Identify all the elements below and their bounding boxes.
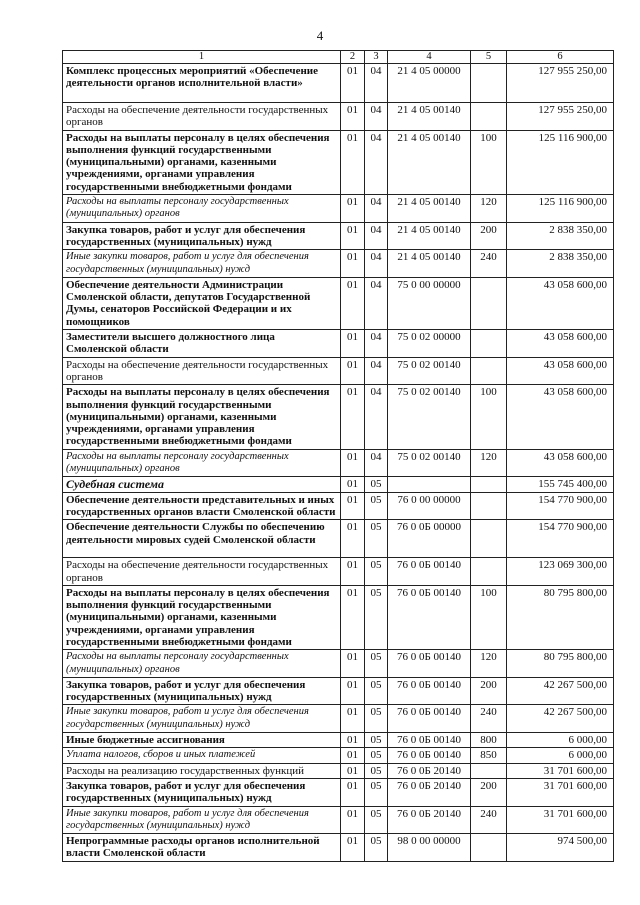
col-razdel: 01: [341, 357, 365, 385]
col-summa: 125 116 900,00: [507, 195, 614, 223]
col-podrazdel: 05: [365, 748, 388, 763]
col-tselevaya-statya: 76 0 0Б 00140: [388, 650, 471, 678]
col-podrazdel: 04: [365, 195, 388, 223]
col-summa: 125 116 900,00: [507, 130, 614, 194]
col-tselevaya-statya: 76 0 00 00000: [388, 492, 471, 520]
col-summa: 43 058 600,00: [507, 357, 614, 385]
row-name: Обеспечение деятельности представительных и иных государственных органов власти Смоленской области: [63, 492, 341, 520]
col-tselevaya-statya: 75 0 02 00140: [388, 449, 471, 477]
row-name: Расходы на выплаты персоналу государственных (муниципальных) органов: [63, 650, 341, 678]
col-summa: 80 795 800,00: [507, 585, 614, 649]
row-name: Расходы на реализацию государственных функций: [63, 763, 341, 778]
row-name: Иные закупки товаров, работ и услуг для обеспечения государственных (муниципальных) нужд: [63, 806, 341, 834]
col-vid-rashodov: 800: [471, 733, 507, 748]
table-row: [63, 385, 614, 449]
col-podrazdel: 04: [365, 277, 388, 329]
col-razdel: 01: [341, 477, 365, 492]
col-tselevaya-statya: 75 0 02 00140: [388, 385, 471, 449]
row-name: Обеспечение деятельности Администрации Смоленской области, депутатов Государственной Думы, сенаторов Российской Федерации и их помощников: [63, 277, 341, 329]
col-vid-rashodov: [471, 558, 507, 586]
table-row: [63, 449, 614, 477]
col-vid-rashodov: 240: [471, 705, 507, 733]
col-summa: 6 000,00: [507, 748, 614, 763]
table-row: [63, 806, 614, 834]
col-vid-rashodov: [471, 477, 507, 492]
row-name: Расходы на выплаты персоналу в целях обеспечения выполнения функций государственными (муниципальными) органами, казенными учреждениями, органами управления государственными внебюджетными фондами: [63, 385, 341, 449]
col-vid-rashodov: 100: [471, 130, 507, 194]
row-name: Иные закупки товаров, работ и услуг для обеспечения государственных (муниципальных) нужд: [63, 705, 341, 733]
row-name: Закупка товаров, работ и услуг для обеспечения государственных (муниципальных) нужд: [63, 778, 341, 806]
table-row: [63, 492, 614, 520]
col-summa: 127 955 250,00: [507, 64, 614, 103]
col-razdel: 01: [341, 222, 365, 250]
col-razdel: 01: [341, 806, 365, 834]
col-razdel: 01: [341, 330, 365, 358]
col-tselevaya-statya: 76 0 0Б 20140: [388, 763, 471, 778]
col-podrazdel: 05: [365, 558, 388, 586]
col-podrazdel: 05: [365, 806, 388, 834]
col-summa: 974 500,00: [507, 834, 614, 862]
col-tselevaya-statya: 76 0 0Б 00140: [388, 677, 471, 705]
table-row: [63, 834, 614, 862]
col-podrazdel: 04: [365, 250, 388, 278]
col-tselevaya-statya: 76 0 0Б 00140: [388, 748, 471, 763]
col-razdel: 01: [341, 763, 365, 778]
col-summa: 2 838 350,00: [507, 250, 614, 278]
col-vid-rashodov: [471, 520, 507, 558]
col-vid-rashodov: [471, 64, 507, 103]
col-podrazdel: 04: [365, 357, 388, 385]
col-summa: 154 770 900,00: [507, 492, 614, 520]
col-tselevaya-statya: 98 0 00 00000: [388, 834, 471, 862]
table-row: [63, 733, 614, 748]
col-podrazdel: 05: [365, 520, 388, 558]
col-vid-rashodov: [471, 357, 507, 385]
row-name: Расходы на выплаты персоналу государственных (муниципальных) органов: [63, 449, 341, 477]
table-row: [63, 677, 614, 705]
col-vid-rashodov: [471, 277, 507, 329]
col-vid-rashodov: 200: [471, 222, 507, 250]
col-summa: 31 701 600,00: [507, 806, 614, 834]
table-row: [63, 130, 614, 194]
col-razdel: 01: [341, 195, 365, 223]
col-podrazdel: 05: [365, 778, 388, 806]
table-row: [63, 277, 614, 329]
table-row: [63, 585, 614, 649]
col-razdel: 01: [341, 250, 365, 278]
col-razdel: 01: [341, 585, 365, 649]
col-vid-rashodov: 850: [471, 748, 507, 763]
col-tselevaya-statya: 76 0 0Б 00140: [388, 705, 471, 733]
col-razdel: 01: [341, 558, 365, 586]
col-tselevaya-statya: 75 0 02 00140: [388, 357, 471, 385]
col-summa: 43 058 600,00: [507, 385, 614, 449]
table-row: [63, 748, 614, 763]
col-tselevaya-statya: 21 4 05 00000: [388, 64, 471, 103]
table-row: [63, 195, 614, 223]
row-name: Иные бюджетные ассигнования: [63, 733, 341, 748]
row-name: Расходы на выплаты персоналу в целях обеспечения выполнения функций государственными (муниципальными) органами, казенными учреждениями, органами управления государственными внебюджетными фондами: [63, 130, 341, 194]
col-razdel: 01: [341, 748, 365, 763]
col-podrazdel: 04: [365, 130, 388, 194]
row-name: Расходы на выплаты персоналу государственных (муниципальных) органов: [63, 195, 341, 223]
col-vid-rashodov: 120: [471, 650, 507, 678]
col-razdel: 01: [341, 130, 365, 194]
col-razdel: 01: [341, 385, 365, 449]
col-podrazdel: 05: [365, 650, 388, 678]
col-tselevaya-statya: 76 0 0Б 20140: [388, 806, 471, 834]
col-tselevaya-statya: 76 0 0Б 00140: [388, 585, 471, 649]
col-summa: 80 795 800,00: [507, 650, 614, 678]
col-tselevaya-statya: 75 0 02 00000: [388, 330, 471, 358]
header-col-5: 5: [471, 51, 507, 64]
col-vid-rashodov: 240: [471, 250, 507, 278]
row-name: Обеспечение деятельности Службы по обеспечению деятельности мировых судей Смоленской области: [63, 520, 341, 558]
col-summa: 6 000,00: [507, 733, 614, 748]
col-tselevaya-statya: 76 0 0Б 20140: [388, 778, 471, 806]
col-podrazdel: 04: [365, 222, 388, 250]
col-tselevaya-statya: 21 4 05 00140: [388, 103, 471, 131]
header-col-1: 1: [63, 51, 341, 64]
row-name: Расходы на обеспечение деятельности государственных органов: [63, 357, 341, 385]
col-summa: 43 058 600,00: [507, 330, 614, 358]
col-summa: 31 701 600,00: [507, 778, 614, 806]
col-vid-rashodov: 100: [471, 585, 507, 649]
col-podrazdel: 05: [365, 834, 388, 862]
col-razdel: 01: [341, 677, 365, 705]
col-vid-rashodov: [471, 103, 507, 131]
col-tselevaya-statya: 75 0 00 00000: [388, 277, 471, 329]
col-tselevaya-statya: 76 0 0Б 00000: [388, 520, 471, 558]
col-podrazdel: 05: [365, 705, 388, 733]
col-razdel: 01: [341, 520, 365, 558]
table-row: [63, 778, 614, 806]
row-name: Заместители высшего должностного лица Смоленской области: [63, 330, 341, 358]
col-podrazdel: 05: [365, 763, 388, 778]
col-razdel: 01: [341, 705, 365, 733]
col-razdel: 01: [341, 778, 365, 806]
col-podrazdel: 05: [365, 585, 388, 649]
header-col-2: 2: [341, 51, 365, 64]
col-podrazdel: 04: [365, 64, 388, 103]
col-vid-rashodov: 240: [471, 806, 507, 834]
table-row: [63, 250, 614, 278]
col-vid-rashodov: 120: [471, 449, 507, 477]
col-vid-rashodov: 100: [471, 385, 507, 449]
col-razdel: 01: [341, 103, 365, 131]
col-vid-rashodov: [471, 492, 507, 520]
table-row: [63, 64, 614, 103]
header-col-3: 3: [365, 51, 388, 64]
table-row: [63, 650, 614, 678]
row-name: Закупка товаров, работ и услуг для обеспечения государственных (муниципальных) нужд: [63, 677, 341, 705]
row-name: Уплата налогов, сборов и иных платежей: [63, 748, 341, 763]
col-tselevaya-statya: 21 4 05 00140: [388, 130, 471, 194]
col-podrazdel: 05: [365, 677, 388, 705]
row-name: Расходы на обеспечение деятельности государственных органов: [63, 558, 341, 586]
header-col-4: 4: [388, 51, 471, 64]
table-row: [63, 330, 614, 358]
budget-table: [62, 50, 614, 862]
col-razdel: 01: [341, 733, 365, 748]
col-summa: 127 955 250,00: [507, 103, 614, 131]
row-name: Иные закупки товаров, работ и услуг для обеспечения государственных (муниципальных) нужд: [63, 250, 341, 278]
col-razdel: 01: [341, 64, 365, 103]
col-summa: 154 770 900,00: [507, 520, 614, 558]
page-number: 4: [316, 28, 324, 43]
col-tselevaya-statya: 21 4 05 00140: [388, 195, 471, 223]
col-razdel: 01: [341, 277, 365, 329]
row-name: Непрограммные расходы органов исполнительной власти Смоленской области: [63, 834, 341, 862]
table-row: [63, 705, 614, 733]
col-tselevaya-statya: [388, 477, 471, 492]
col-summa: 123 069 300,00: [507, 558, 614, 586]
col-razdel: 01: [341, 449, 365, 477]
col-tselevaya-statya: 21 4 05 00140: [388, 250, 471, 278]
col-summa: 43 058 600,00: [507, 277, 614, 329]
col-razdel: 01: [341, 834, 365, 862]
col-summa: 42 267 500,00: [507, 677, 614, 705]
col-podrazdel: 04: [365, 103, 388, 131]
col-razdel: 01: [341, 650, 365, 678]
table-row: [63, 222, 614, 250]
row-name: Закупка товаров, работ и услуг для обеспечения государственных (муниципальных) нужд: [63, 222, 341, 250]
col-vid-rashodov: [471, 763, 507, 778]
col-vid-rashodov: 200: [471, 778, 507, 806]
col-podrazdel: 04: [365, 449, 388, 477]
col-summa: 43 058 600,00: [507, 449, 614, 477]
col-razdel: 01: [341, 492, 365, 520]
row-name: Судебная система: [63, 477, 341, 492]
col-summa: 2 838 350,00: [507, 222, 614, 250]
row-name: Расходы на выплаты персоналу в целях обеспечения выполнения функций государственными (муниципальными) органами, казенными учреждениями, органами управления государственными внебюджетными фондами: [63, 585, 341, 649]
col-tselevaya-statya: 76 0 0Б 00140: [388, 558, 471, 586]
row-name: Комплекс процессных мероприятий «Обеспечение деятельности органов исполнительной власти»: [63, 64, 341, 103]
col-vid-rashodov: [471, 330, 507, 358]
table-row: [63, 477, 614, 492]
table-row: [63, 520, 614, 558]
table-row: [63, 763, 614, 778]
table-row: [63, 558, 614, 586]
header-col-6: 6: [507, 51, 614, 64]
col-summa: 31 701 600,00: [507, 763, 614, 778]
row-name: Расходы на обеспечение деятельности государственных органов: [63, 103, 341, 131]
col-vid-rashodov: 120: [471, 195, 507, 223]
col-summa: 42 267 500,00: [507, 705, 614, 733]
col-podrazdel: 05: [365, 733, 388, 748]
col-podrazdel: 04: [365, 330, 388, 358]
col-vid-rashodov: 200: [471, 677, 507, 705]
col-tselevaya-statya: 76 0 0Б 00140: [388, 733, 471, 748]
table-row: [63, 357, 614, 385]
col-vid-rashodov: [471, 834, 507, 862]
col-podrazdel: 05: [365, 477, 388, 492]
col-podrazdel: 05: [365, 492, 388, 520]
table-row: [63, 103, 614, 131]
col-summa: 155 745 400,00: [507, 477, 614, 492]
col-podrazdel: 04: [365, 385, 388, 449]
header-row: [63, 51, 614, 64]
col-tselevaya-statya: 21 4 05 00140: [388, 222, 471, 250]
